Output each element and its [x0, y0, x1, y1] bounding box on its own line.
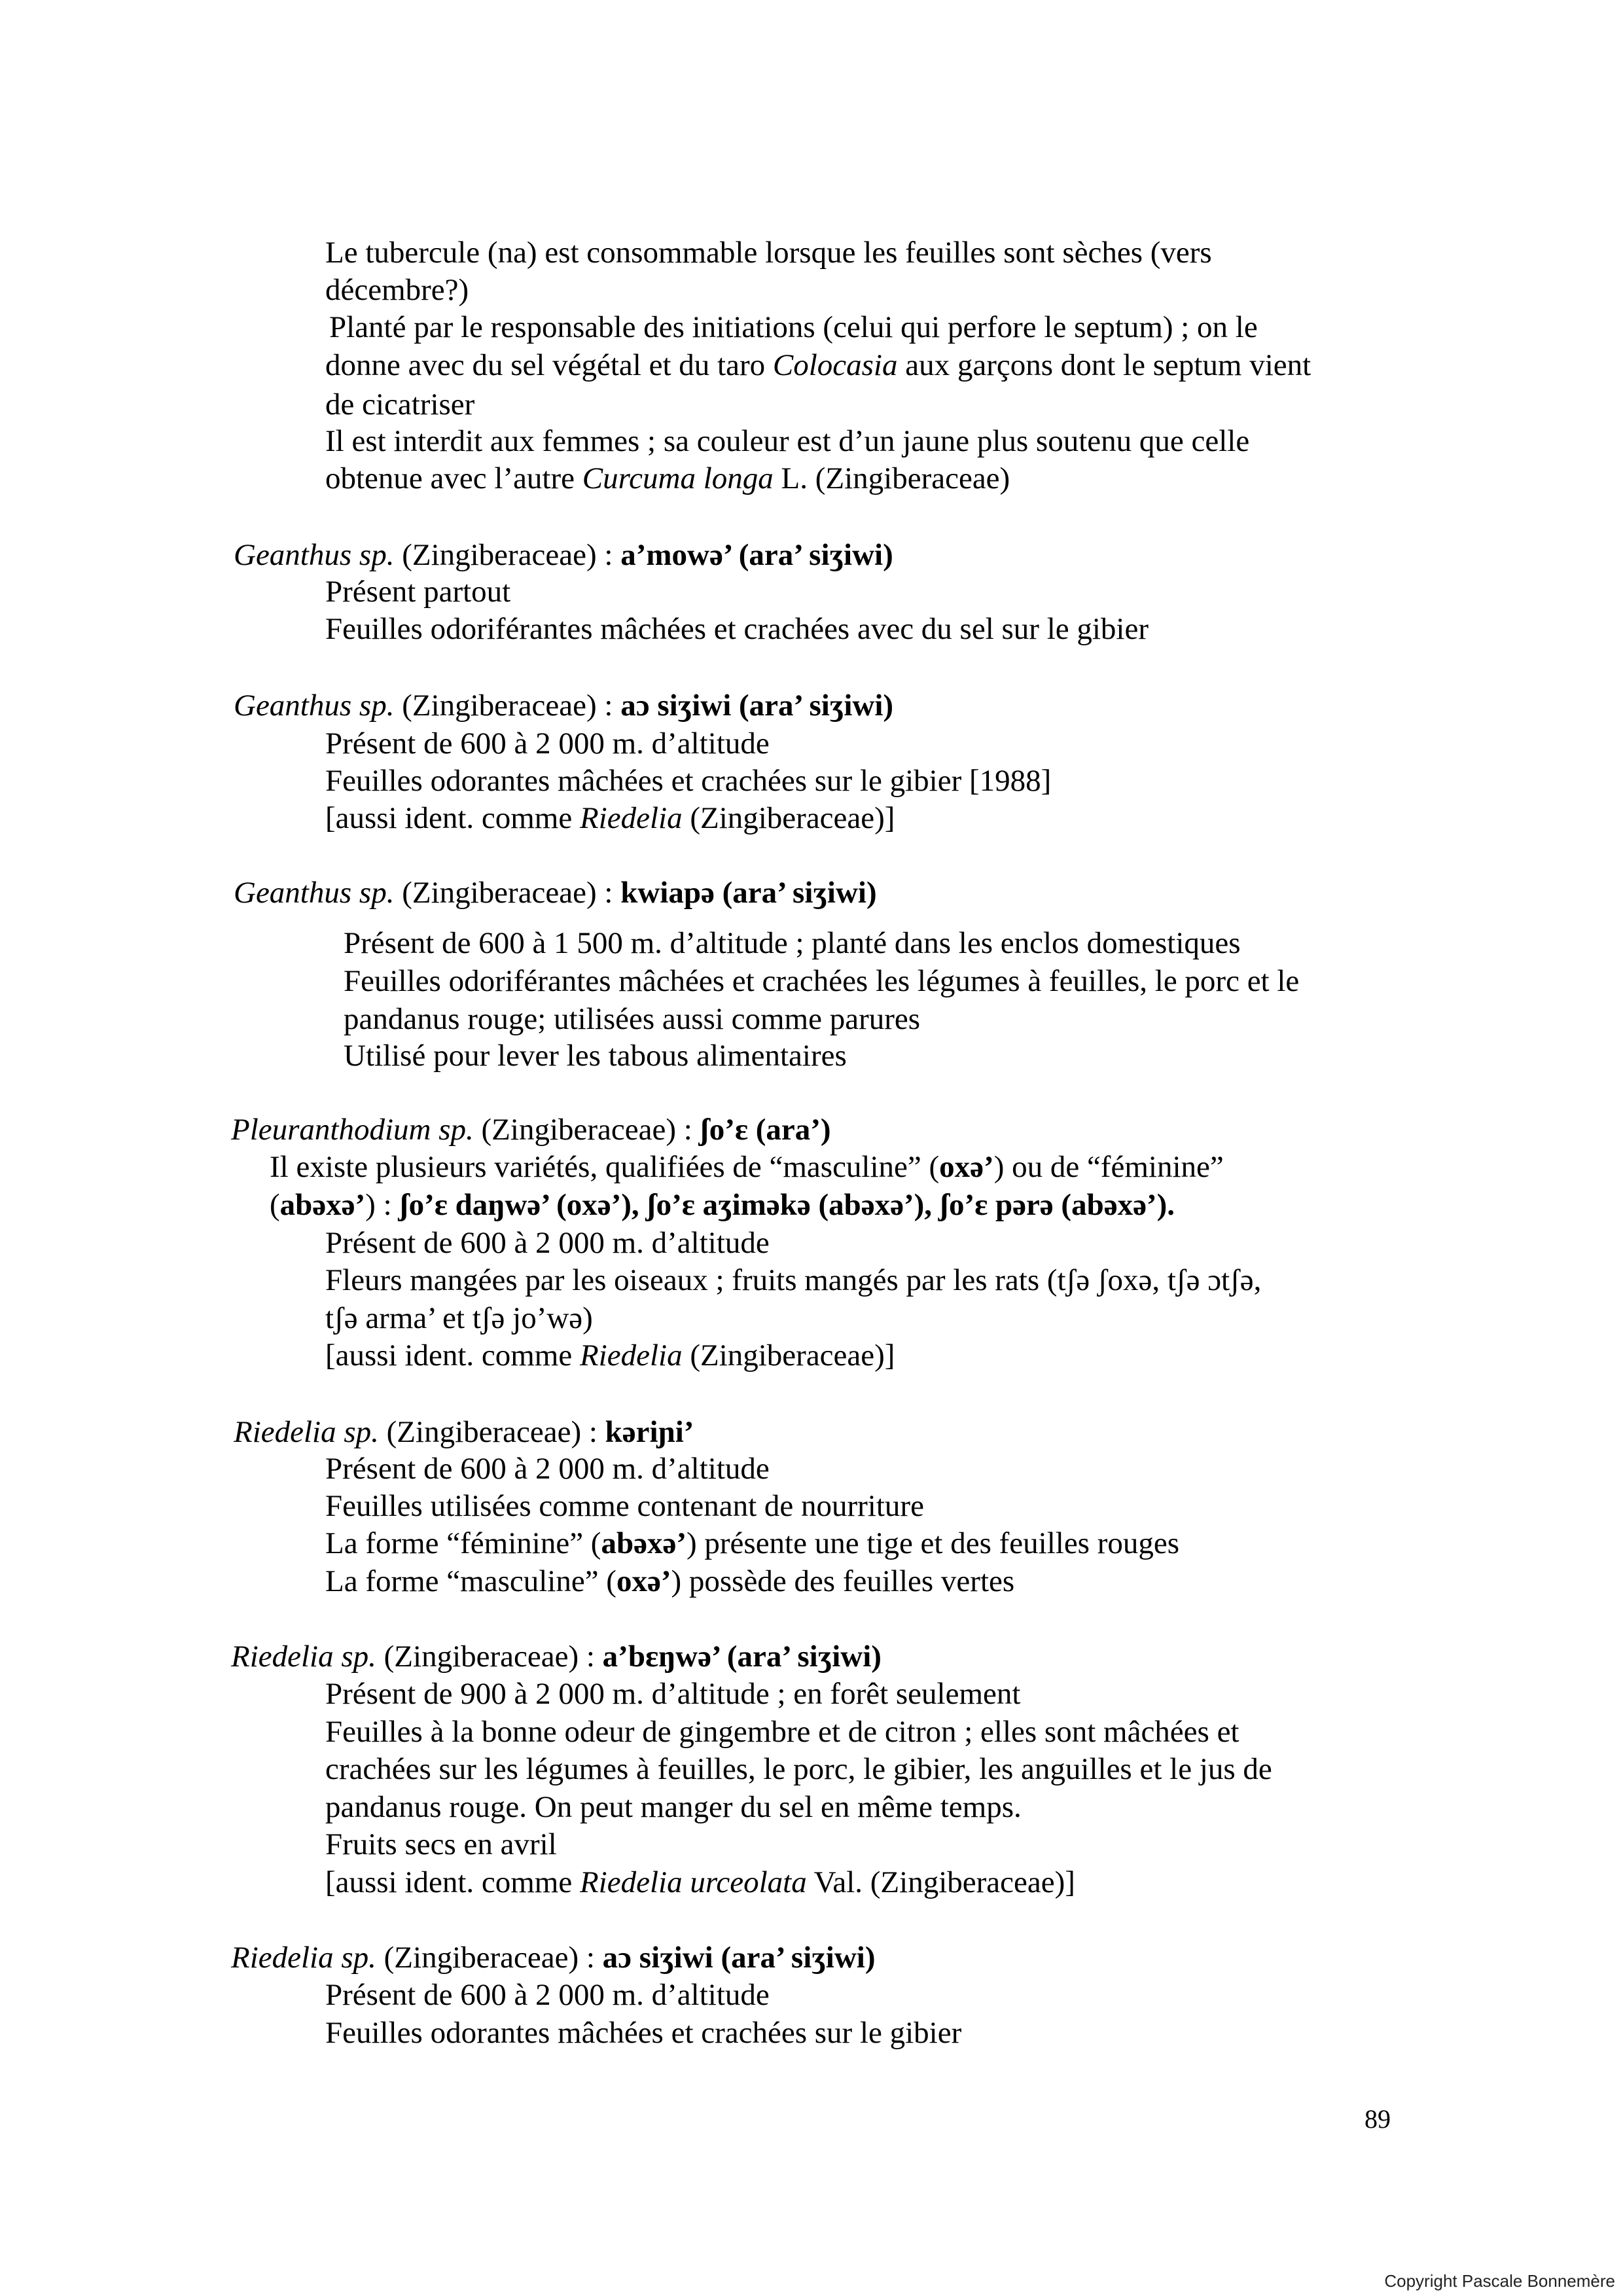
entry-line: tʃə arma’ et tʃə jo’wə)	[325, 1301, 593, 1335]
entry-heading	[234, 1417, 694, 1448]
genus-name: Riedelia sp.	[234, 1415, 379, 1449]
entry-line: Présent de 600 à 2 000 m. d’altitude	[325, 726, 770, 761]
entry-line: Présent de 600 à 1 500 m. d’altitude ; planté dans les enclos domestiques	[344, 926, 1241, 960]
intro-line: obtenue avec l’autre Curcuma longa L. (Zingiberaceae)	[325, 461, 1010, 495]
entry-heading	[231, 1641, 882, 1672]
entry-heading	[234, 691, 893, 721]
intro-line: Planté par le responsable des initiations (celui qui perfore le septum) ; on le	[329, 310, 1258, 344]
entry-line: pandanus rouge. On peut manger du sel en même temps.	[325, 1790, 1022, 1824]
entry-line: Fleurs mangées par les oiseaux ; fruits mangés par les rats (tʃə ʃoxə, tʃə ɔtʃə,	[325, 1263, 1262, 1297]
taxon-name: Riedelia	[579, 801, 683, 835]
entry-line: Feuilles utilisées comme contenant de nourriture	[325, 1489, 924, 1523]
vernacular-name: aɔ siʒiwi (ara’ siʒiwi)	[620, 689, 894, 723]
family-name: (Zingiberaceae) :	[376, 1941, 603, 1975]
family-name: (Zingiberaceae) :	[473, 1113, 700, 1147]
entry-line: [aussi ident. comme Riedelia urceolata Val. (Zingiberaceae)]	[325, 1865, 1075, 1899]
family-name: (Zingiberaceae) :	[378, 1415, 605, 1449]
varieties-line: (abəxə’) : ʃo’ɛ daŋwə’ (oxə’), ʃo’ɛ aʒiməkə (abəxə’), ʃo’ɛ pərə (abəxə’).	[270, 1188, 1175, 1222]
entry-line: Feuilles odoriférantes mâchées et crachées avec du sel sur le gibier	[325, 612, 1149, 646]
entry-line: La forme “féminine” (abəxə’) présente une tige et des feuilles rouges	[325, 1526, 1180, 1560]
genus-name: Pleuranthodium sp.	[231, 1113, 474, 1147]
entry-line: Utilisé pour lever les tabous alimentaires	[344, 1039, 847, 1073]
intro-line: de cicatriser	[325, 387, 475, 422]
vernacular-name: aɔ siʒiwi (ara’ siʒiwi)	[602, 1941, 876, 1975]
genus-name: Geanthus sp.	[234, 689, 395, 723]
varieties-line: Il existe plusieurs variétés, qualifiées de “masculine” (oxə’) ou de “féminine”	[270, 1150, 1224, 1184]
entry-heading	[231, 1943, 876, 1973]
entry-line: Feuilles odorantes mâchées et crachées sur le gibier	[325, 2016, 962, 2050]
vernacular-name: a’mowə’ (ara’ siʒiwi)	[620, 538, 893, 572]
entry-line: pandanus rouge; utilisées aussi comme parures	[344, 1002, 921, 1036]
entry-line: Présent partout	[325, 575, 511, 609]
entry-line: [aussi ident. comme Riedelia (Zingiberaceae)]	[325, 1338, 895, 1372]
entry-heading	[234, 540, 893, 571]
entry-line: Feuilles à la bonne odeur de gingembre et de citron ; elles sont mâchées et	[325, 1715, 1240, 1749]
copyright-notice: Copyright Pascale Bonnemère	[1384, 2271, 1615, 2291]
intro-line: décembre?)	[325, 273, 469, 307]
genus-name: Geanthus sp.	[234, 876, 395, 910]
genus-name: Riedelia sp.	[231, 1640, 376, 1674]
family-name: (Zingiberaceae) :	[394, 689, 621, 723]
taxon-name: Curcuma longa	[582, 461, 774, 495]
entry-line: Fruits secs en avril	[325, 1827, 557, 1861]
entry-heading	[234, 878, 877, 908]
entry-line: crachées sur les légumes à feuilles, le porc, le gibier, les anguilles et le jus de	[325, 1752, 1272, 1786]
entry-line: La forme “masculine” (oxə’) possède des feuilles vertes	[325, 1564, 1015, 1598]
entry-line: Présent de 600 à 2 000 m. d’altitude	[325, 1978, 770, 2012]
vernacular-name: ʃo’ɛ (ara’)	[700, 1113, 831, 1147]
entry-line: Feuilles odoriférantes mâchées et crachées les légumes à feuilles, le porc et le	[344, 964, 1300, 998]
intro-line: donne avec du sel végétal et du taro Colocasia aux garçons dont le septum vient	[325, 348, 1311, 382]
vernacular-name: kwiapə (ara’ siʒiwi)	[620, 876, 877, 910]
family-name: (Zingiberaceae) :	[376, 1640, 603, 1674]
genus-name: Geanthus sp.	[234, 538, 395, 572]
intro-line: Il est interdit aux femmes ; sa couleur est d’un jaune plus soutenu que celle	[325, 424, 1250, 458]
vernacular-name: kəriɲi’	[605, 1415, 694, 1449]
taxon-name: Riedelia urceolata	[579, 1865, 807, 1899]
family-name: (Zingiberaceae) :	[394, 538, 621, 572]
entry-heading	[231, 1115, 831, 1145]
entry-line: Feuilles odorantes mâchées et crachées sur le gibier [1988]	[325, 764, 1052, 798]
entry-line: Présent de 600 à 2 000 m. d’altitude	[325, 1452, 770, 1486]
taxon-name: Colocasia	[772, 348, 898, 382]
page-number: 89	[1364, 2104, 1391, 2134]
entry-line: Présent de 600 à 2 000 m. d’altitude	[325, 1226, 770, 1260]
taxon-name: Riedelia	[579, 1338, 683, 1372]
intro-line: Le tubercule (na) est consommable lorsque les feuilles sont sèches (vers	[325, 236, 1212, 270]
genus-name: Riedelia sp.	[231, 1941, 376, 1975]
entry-line: Présent de 900 à 2 000 m. d’altitude ; en forêt seulement	[325, 1677, 1021, 1711]
entry-line: [aussi ident. comme Riedelia (Zingiberaceae)]	[325, 801, 895, 835]
family-name: (Zingiberaceae) :	[394, 876, 621, 910]
vernacular-name: a’bɛŋwə’ (ara’ siʒiwi)	[602, 1640, 882, 1674]
